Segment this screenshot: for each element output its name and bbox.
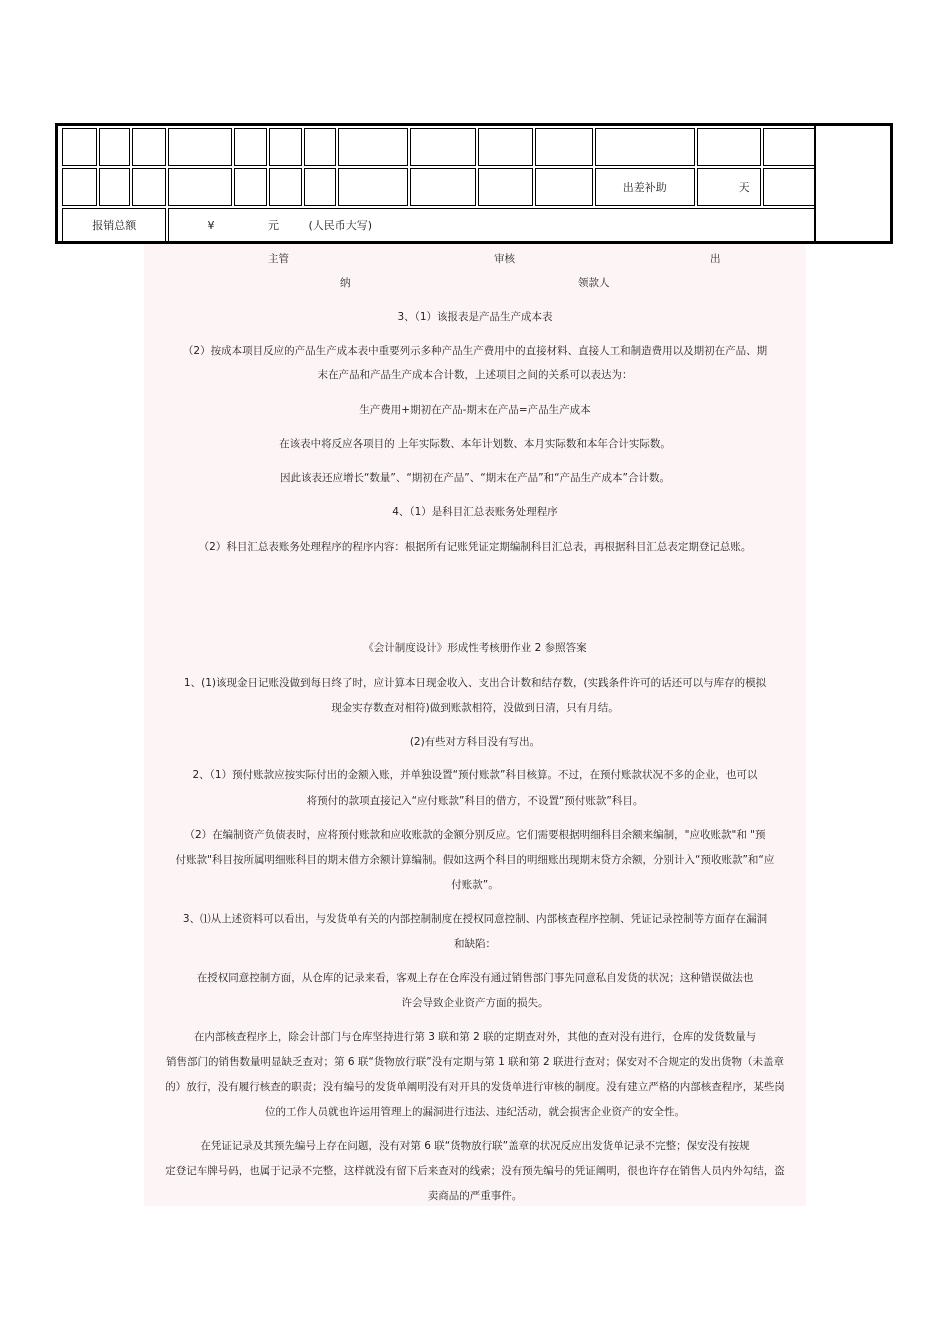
- table-cell: [763, 168, 816, 206]
- table-cell: [168, 168, 232, 206]
- paragraph-line: （2）按成本项目反应的产品生产成本表中重要列示多种产品生产费用中的直接材料、直接人工和制造费用以及期初在产品、期: [182, 345, 768, 357]
- table-cell: [62, 168, 97, 206]
- paragraph-line: 4、（1）是科目汇总表账务处理程序: [392, 506, 558, 518]
- paragraph-line: 现金实存数查对相符)做到账款相符，没做到日清，只有月结。: [331, 702, 619, 714]
- paragraph-line: 定登记车牌号码，也属于记录不完整，这样就没有留下后来查对的线索；没有预先编号的凭证阐明，很也许存在销售人员内外勾结，盗: [165, 1165, 785, 1177]
- paragraph-line: 在授权同意控制方面，从仓库的记录来看，客观上存在仓库没有通过销售部门事先同意私自发货的状况；这种错误做法也: [196, 972, 754, 984]
- paragraph-line: 2、（1）预付账款应按实际付出的金额入账，并单独设置“预付账款”科目核算。不过，在预付账款状况不多的企业，也可以: [192, 769, 758, 781]
- currency-unit: 元: [267, 219, 279, 232]
- paragraph-line: 在凭证记录及其预先编号上存在问题，没有对第 6 联“货物放行联”盖章的状况反应出发货单记录不完整；保安没有按规: [200, 1140, 750, 1152]
- paragraph-line: 付账款”。: [451, 879, 499, 891]
- table-cell: [234, 128, 267, 166]
- table-cell: [410, 128, 476, 166]
- table-cell: [697, 128, 761, 166]
- paragraph-line: 3、（1）该报表是产品生产成本表: [397, 311, 553, 323]
- signature-cashier-part1: 出: [710, 253, 721, 265]
- paragraph-line: 和缺陷：: [454, 938, 496, 950]
- paragraph-line: （2）在编制资产负债表时，应将预付账款和应收账款的金额分别反应。它们需要根据明细科目余额来编制，"应收账款"和 "预: [184, 829, 766, 841]
- table-cell: [269, 128, 302, 166]
- paragraph-line: 卖商品的严重事件。: [427, 1190, 523, 1202]
- table-cell: [62, 128, 97, 166]
- paragraph-line: （2）科目汇总表账务处理程序的程序内容：根据所有记账凭证定期编制科目汇总表，再根据科目汇总表定期登记总账。: [198, 541, 752, 553]
- paragraph-line: 3、⑴从上述资料可以看出，与发货单有关的内部控制制度在授权同意控制、内部核查程序控制、凭证记录控制等方面存在漏洞: [182, 913, 768, 925]
- table-cell: [304, 128, 337, 166]
- total-amount-value: [168, 208, 816, 242]
- signature-receiver: 领款人: [578, 277, 610, 289]
- table-cell: [99, 168, 130, 206]
- paragraph-line: 将预付的款项直接记入“应付账款”科目的借方，不设置“预付账款”科目。: [306, 795, 644, 807]
- paragraph-line: 在内部核查程序上，除会计部门与仓库坚持进行第 3 联和第 2 联的定期查对外，其他的查对没有进行，仓库的发货数量与: [193, 1031, 757, 1043]
- paragraph-line: (2)有些对方科目没有写出。: [409, 736, 541, 748]
- expense-form-table: [55, 123, 893, 244]
- paragraph-line: 许会导致企业资产方面的损失。: [401, 997, 549, 1009]
- table-cell: [595, 128, 695, 166]
- signature-supervisor: 主管: [268, 253, 289, 265]
- table-cell: [338, 168, 408, 206]
- table-cell: [304, 168, 337, 206]
- table-cell: [535, 128, 592, 166]
- uppercase-note: (人民币大写): [308, 219, 373, 232]
- total-amount-label: 报销总额: [62, 208, 166, 242]
- answer-content: [144, 244, 806, 1206]
- table-cell: [132, 128, 167, 166]
- table-cell: [478, 128, 533, 166]
- table-cell: [338, 128, 408, 166]
- paragraph-line: 因此该表还应增长“数量”、“期初在产品”、“期末在产品”和“产品生产成本”合计数。: [279, 472, 671, 484]
- paragraph-line: 末在产品和产品生产成本合计数，上述项目之间的关系可以表达为：: [317, 369, 633, 381]
- signature-review: 审核: [494, 253, 515, 265]
- table-cell: [535, 168, 592, 206]
- table-cell: [763, 128, 816, 166]
- paragraph-line: 生产费用+期初在产品-期末在产品=产品生产成本: [359, 404, 591, 416]
- table-cell: [269, 168, 302, 206]
- currency-symbol: ¥: [207, 219, 215, 232]
- table-cell: [478, 168, 533, 206]
- paragraph-line: 销售部门的销售数量明显缺乏查对；第 6 联“货物放行联”没有定期与第 1 联和第 2 联进行查对；保安对不合规定的发出货物（未盖章: [166, 1056, 784, 1068]
- table-right-column: [814, 126, 890, 241]
- days-label: 天: [697, 168, 761, 206]
- paragraph-line: 的）放行，没有履行核查的职责；没有编号的发货单阐明没有对开具的发货单进行审核的制度。没有建立严格的内部核查程序，某些岗: [165, 1081, 785, 1093]
- table-cell: [410, 168, 476, 206]
- paragraph-line: 付账款"科目按所属明细账科目的期末借方余额计算编制。假如这两个科目的明细账出现期末贷方余额，分别计入“预收账款”和“应: [175, 854, 775, 866]
- section-heading: 《会计制度设计》形成性考核册作业 2 参照答案: [363, 642, 587, 654]
- table-cell: [234, 168, 267, 206]
- travel-allowance-label: 出差补助: [595, 168, 695, 206]
- paragraph-line: 位的工作人员就也许运用管理上的漏洞进行违法、违纪活动，就会损害企业资产的安全性。: [265, 1106, 685, 1118]
- table-cell: [168, 128, 232, 166]
- signature-cashier-part2: 纳: [340, 277, 351, 289]
- table-cell: [99, 128, 130, 166]
- table-cell: [132, 168, 167, 206]
- paragraph-line: 1、(1)该现金日记账没做到每日终了时，应计算本日现金收入、支出合计数和结存数，(实践条件许可的话还可以与库存的模拟: [183, 677, 767, 689]
- paragraph-line: 在该表中将反应各项目的 上年实际数、本年计划数、本月实际数和本年合计实际数。: [279, 438, 671, 450]
